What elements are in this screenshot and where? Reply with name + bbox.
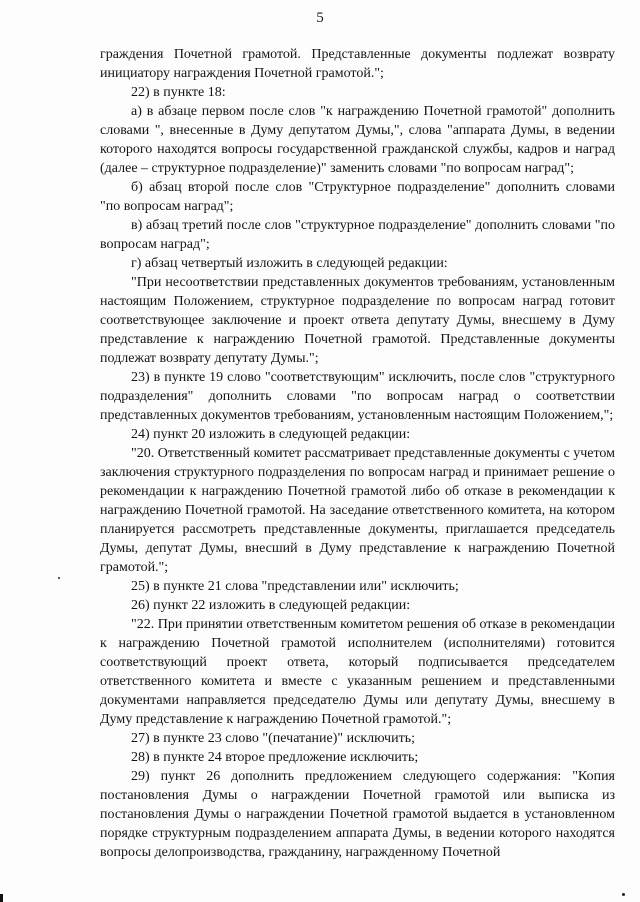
paragraph-item-26-quote: "22. При принятии ответственным комитетом решения об отказе в рекомендации к награждению Почетной грамотой исполнителем (исполнителями) готовится соответствующий проект ответа, который подписывается председателем ответственного комитета и вместе с указанным решением и представленными документами направляется председателю Думы или депутату Думы, внесшему в Думу представление к награждению Почетной грамотой."; xyxy=(100,617,615,727)
paragraph-22g: г) абзац четвертый изложить в следующей редакции: xyxy=(131,256,448,271)
paragraph-item-27: 27) в пункте 23 слово "(печатание)" исключить; xyxy=(131,731,415,746)
paragraph-item-29: 29) пункт 26 дополнить предложением следующего содержания: "Копия постановления Думы о награждении Почетной грамотой или выписка из постановления Думы о награждении Почетной грамотой выдается в установленном порядке структурным подразделением аппарата Думы, в ведении которого находятся вопросы делопроизводства, гражданину, награжденному Почетной xyxy=(100,769,615,860)
paragraph-22a: а) в абзаце первом после слов "к награждению Почетной грамотой" дополнить словами ", внесенные в Думу депутатом Думы,", слова "аппарата Думы, в ведении которого находятся вопросы государственной гражданской службы, кадров и наград (далее – структурное подразделение)" заменить словами "по вопросам наград"; xyxy=(100,104,615,176)
paragraph-item-24-quote: "20. Ответственный комитет рассматривает представленные документы с учетом заключения структурного подразделения по вопросам наград и принимает решение о рекомендации к награждению Почетной грамотой либо об отказе в рекомендации к награждению Почетной грамотой. На заседание ответственного комитета, на котором планируется рассмотреть представленные документы, приглашается председатель Думы, депутат Думы, внесший в Думу представление к награждению Почетной грамотой."; xyxy=(100,446,615,575)
scan-speck xyxy=(622,893,625,896)
paragraph-item-25: 25) в пункте 21 слова "представлении или" исключить; xyxy=(131,579,459,594)
scan-speck xyxy=(58,577,60,579)
page-number: 5 xyxy=(316,10,324,26)
paragraph-continuation: граждения Почетной грамотой. Представленные документы подлежат возврату инициатору награждения Почетной грамотой."; xyxy=(100,47,615,81)
paragraph-item-24: 24) пункт 20 изложить в следующей редакции: xyxy=(131,427,411,442)
scan-edge-mark xyxy=(0,894,3,902)
paragraph-22b: б) абзац второй после слов "Структурное подразделение" дополнить словами "по вопросам наград"; xyxy=(100,180,615,214)
paragraph-22v: в) абзац третий после слов "структурное подразделение" дополнить словами "по вопросам наград"; xyxy=(100,218,615,252)
paragraph-item-26: 26) пункт 22 изложить в следующей редакции: xyxy=(131,598,411,613)
document-body xyxy=(100,45,615,862)
paragraph-item-22: 22) в пункте 18: xyxy=(131,85,226,100)
paragraph-item-23: 23) в пункте 19 слово "соответствующим" исключить, после слов "структурного подразделения" дополнить словами "по вопросам наград о соответствии представленных документов требованиям, установленным настоящим Положением,"; xyxy=(100,370,615,423)
paragraph-item-28: 28) в пункте 24 второе предложение исключить; xyxy=(131,750,419,765)
paragraph-22g-quote: "При несоответствии представленных документов требованиям, установленным настоящим Положением, структурное подразделение по вопросам наград готовит соответствующее заключение и проект ответа депутату Думы, внесшему в Думу представление к награждению Почетной грамотой. Представленные документы подлежат возврату депутату Думы."; xyxy=(100,275,615,366)
